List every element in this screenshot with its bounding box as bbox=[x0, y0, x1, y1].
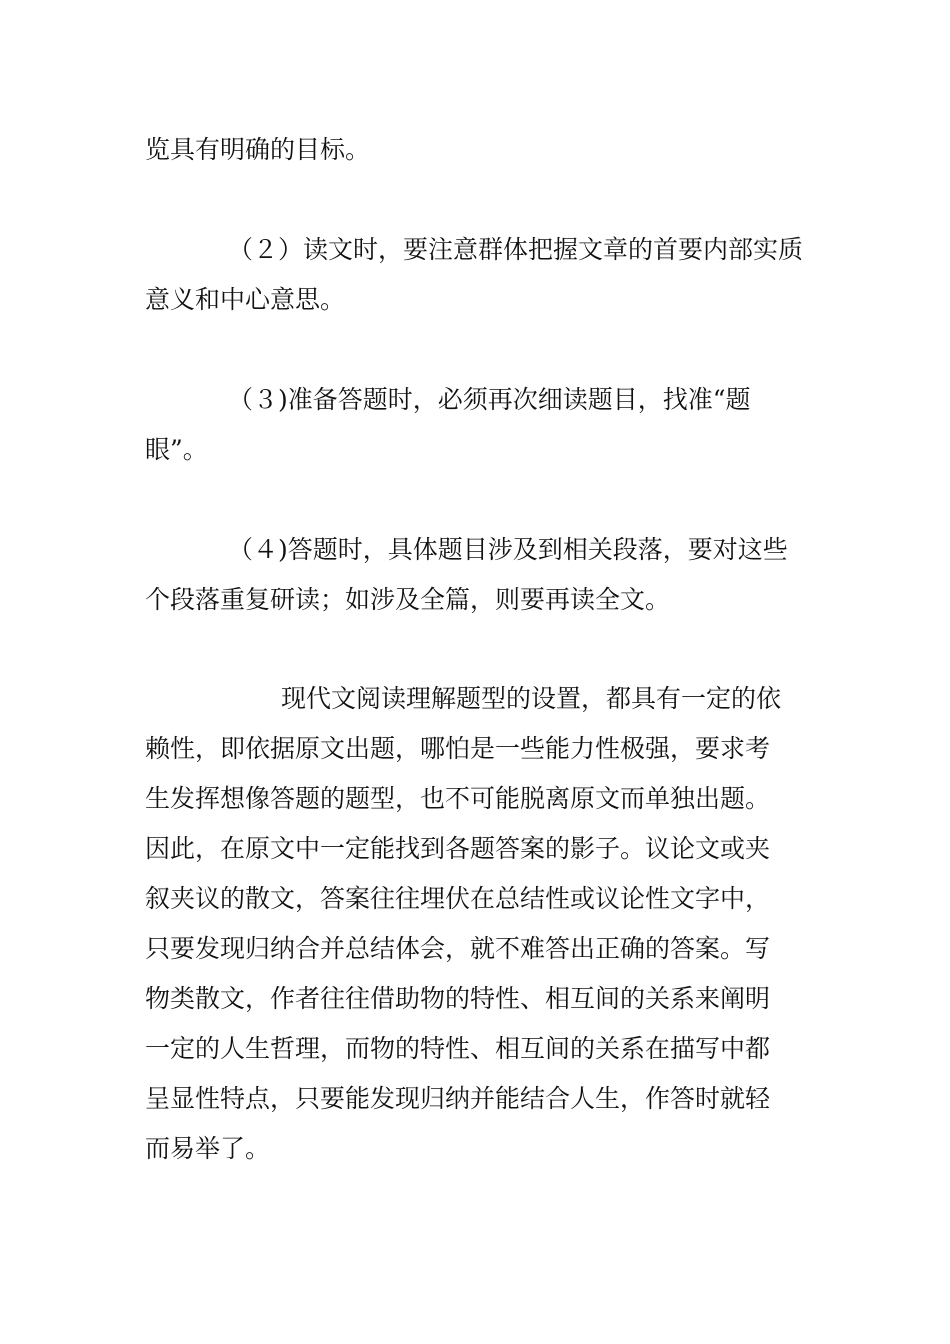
text-line: 只要发现归纳合并总结体会，就不难答出正确的答案。写 bbox=[145, 934, 771, 963]
text-line: 呈显性特点，只要能发现归纳并能结合人生，作答时就轻 bbox=[145, 1084, 771, 1113]
text-line: 览具有明确的目标。 bbox=[145, 135, 371, 164]
text-line: 因此，在原文中一定能找到各题答案的影子。议论文或夹 bbox=[145, 834, 771, 863]
text-line: 个段落重复研读；如涉及全篇，则要再读全文。 bbox=[145, 585, 671, 614]
text-line: 而易举了。 bbox=[145, 1134, 271, 1163]
text-line: （２）读文时，要注意群体把握文章的首要内部实质 bbox=[228, 235, 804, 264]
text-line: 赖性，即依据原文出题，哪怕是一些能力性极强，要求考 bbox=[145, 734, 771, 763]
text-line: 眼”。 bbox=[145, 435, 208, 464]
text-line: 现代文阅读理解题型的设置，都具有一定的依 bbox=[281, 684, 782, 713]
text-line: 一定的人生哲理，而物的特性、相互间的关系在描写中都 bbox=[145, 1034, 771, 1063]
text-line: 意义和中心意思。 bbox=[145, 285, 346, 314]
text-line: （３)准备答题时，必须再次细读题目，找准“题 bbox=[228, 385, 751, 414]
text-line: 叙夹议的散文，答案往往埋伏在总结性或议论性文字中， bbox=[145, 884, 771, 913]
text-line: （４)答题时，具体题目涉及到相关段落，要对这些 bbox=[228, 535, 788, 564]
text-line: 物类散文，作者往往借助物的特性、相互间的关系来阐明 bbox=[145, 984, 771, 1013]
text-line: 生发挥想像答题的题型，也不可能脱离原文而单独出题。 bbox=[145, 784, 771, 813]
